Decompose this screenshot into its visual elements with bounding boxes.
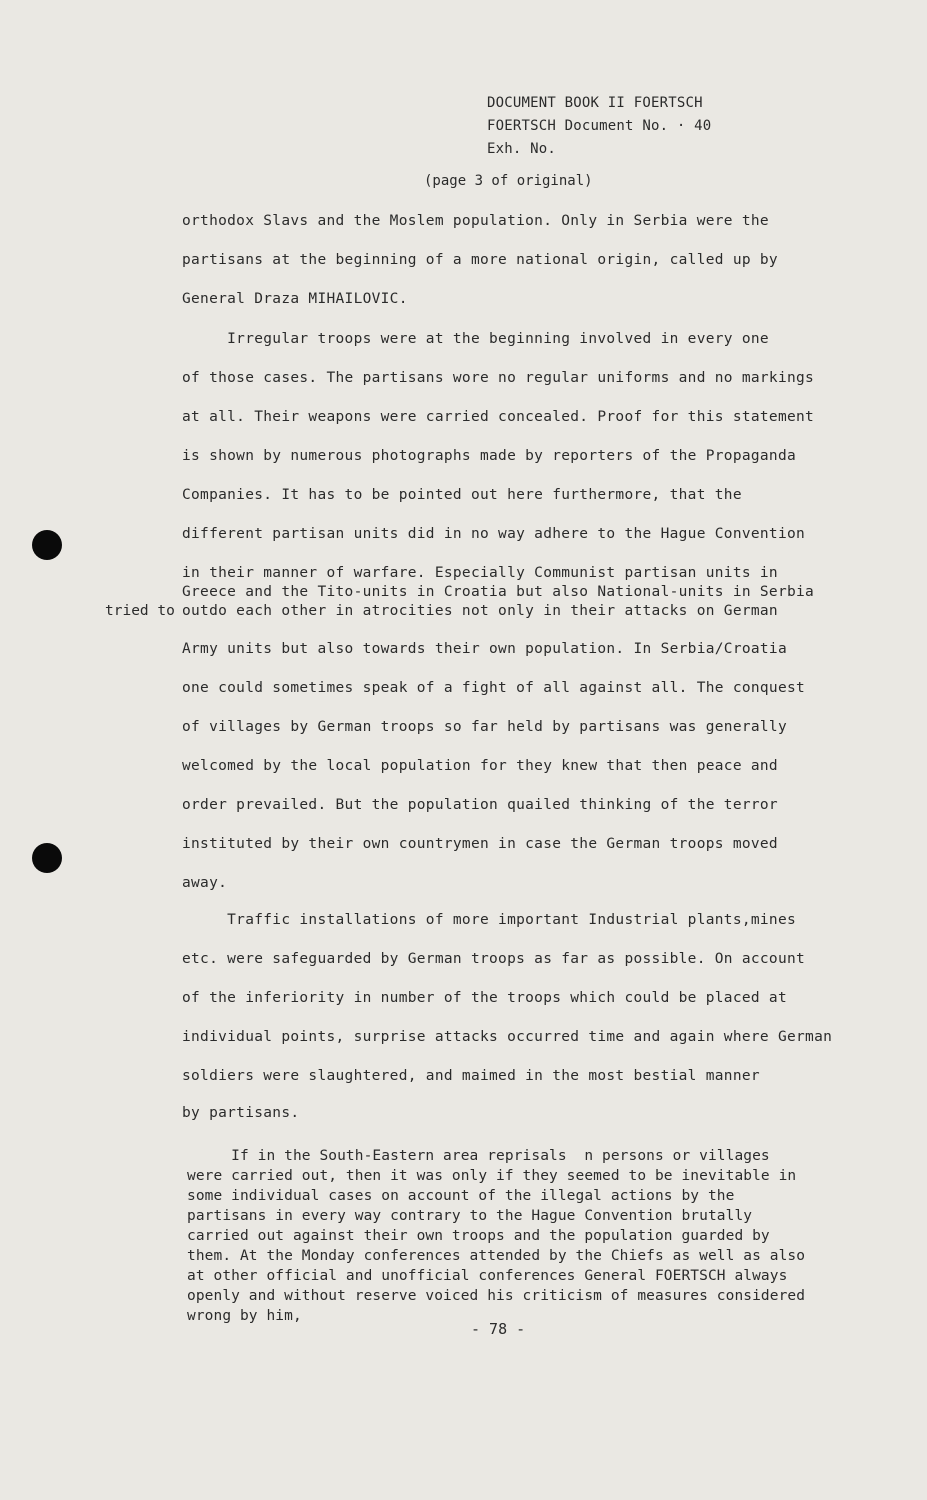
text-line: Companies. It has to be pointed out here furthermore, that the bbox=[182, 487, 742, 503]
margin-insertion: tried to bbox=[105, 603, 175, 619]
text-line: in their manner of warfare. Especially Communist partisan units in bbox=[182, 565, 778, 581]
header-line: Exh. No. bbox=[487, 141, 557, 157]
text-line: outdo each other in atrocities not only in their attacks on German bbox=[182, 603, 778, 619]
text-line: order prevailed. But the population quailed thinking of the terror bbox=[182, 797, 778, 813]
text-line: away. bbox=[182, 875, 228, 891]
text-line: were carried out, then it was only if they seemed to be inevitable in bbox=[187, 1168, 797, 1184]
text-line: carried out against their own troops and the population guarded by bbox=[187, 1228, 770, 1244]
text-line: soldiers were slaughtered, and maimed in the most bestial manner bbox=[182, 1068, 760, 1084]
text-line: If in the South-Eastern area reprisals n persons or villages bbox=[187, 1148, 770, 1164]
document-header bbox=[487, 92, 711, 161]
text-line: instituted by their own countrymen in case the German troops moved bbox=[182, 836, 778, 852]
text-line: of villages by German troops so far held by partisans was generally bbox=[182, 719, 787, 735]
text-line: individual points, surprise attacks occurred time and again where German bbox=[182, 1029, 833, 1045]
punch-hole bbox=[32, 843, 62, 873]
text-line: openly and without reserve voiced his criticism of measures considered bbox=[187, 1288, 806, 1304]
text-line: General Draza MIHAILOVIC. bbox=[182, 291, 408, 307]
header-line: FOERTSCH Document No. · 40 bbox=[487, 118, 712, 134]
page-number: - 78 - bbox=[471, 1320, 526, 1338]
page-reference: (page 3 of original) bbox=[424, 173, 593, 189]
text-line: Traffic installations of more important Industrial plants,mines bbox=[182, 912, 797, 928]
text-line: one could sometimes speak of a fight of all against all. The conquest bbox=[182, 680, 806, 696]
text-line: by partisans. bbox=[182, 1105, 300, 1121]
text-line: at all. Their weapons were carried concealed. Proof for this statement bbox=[182, 409, 815, 425]
text-line: Greece and the Tito-units in Croatia but also National-units in Serbia bbox=[182, 584, 815, 600]
text-line: Army units but also towards their own population. In Serbia/Croatia bbox=[182, 641, 787, 657]
text-line: different partisan units did in no way adhere to the Hague Convention bbox=[182, 526, 806, 542]
text-line: Irregular troops were at the beginning involved in every one bbox=[182, 331, 769, 347]
text-line: of those cases. The partisans wore no regular uniforms and no markings bbox=[182, 370, 815, 386]
text-line: them. At the Monday conferences attended by the Chiefs as well as also bbox=[187, 1248, 806, 1264]
text-line: welcomed by the local population for they knew that then peace and bbox=[182, 758, 778, 774]
text-line: partisans in every way contrary to the Hague Convention brutally bbox=[187, 1208, 753, 1224]
text-line: partisans at the beginning of a more national origin, called up by bbox=[182, 252, 778, 268]
text-line: at other official and unofficial conferences General FOERTSCH always bbox=[187, 1268, 788, 1284]
text-line: is shown by numerous photographs made by reporters of the Propaganda bbox=[182, 448, 797, 464]
text-line: wrong by him, bbox=[187, 1308, 302, 1324]
punch-hole bbox=[32, 530, 62, 560]
text-line: etc. were safeguarded by German troops as far as possible. On account bbox=[182, 951, 806, 967]
text-line: orthodox Slavs and the Moslem population. Only in Serbia were the bbox=[182, 213, 769, 229]
header-line: DOCUMENT BOOK II FOERTSCH bbox=[487, 95, 703, 111]
text-line: some individual cases on account of the illegal actions by the bbox=[187, 1188, 735, 1204]
text-line: of the inferiority in number of the troops which could be placed at bbox=[182, 990, 787, 1006]
